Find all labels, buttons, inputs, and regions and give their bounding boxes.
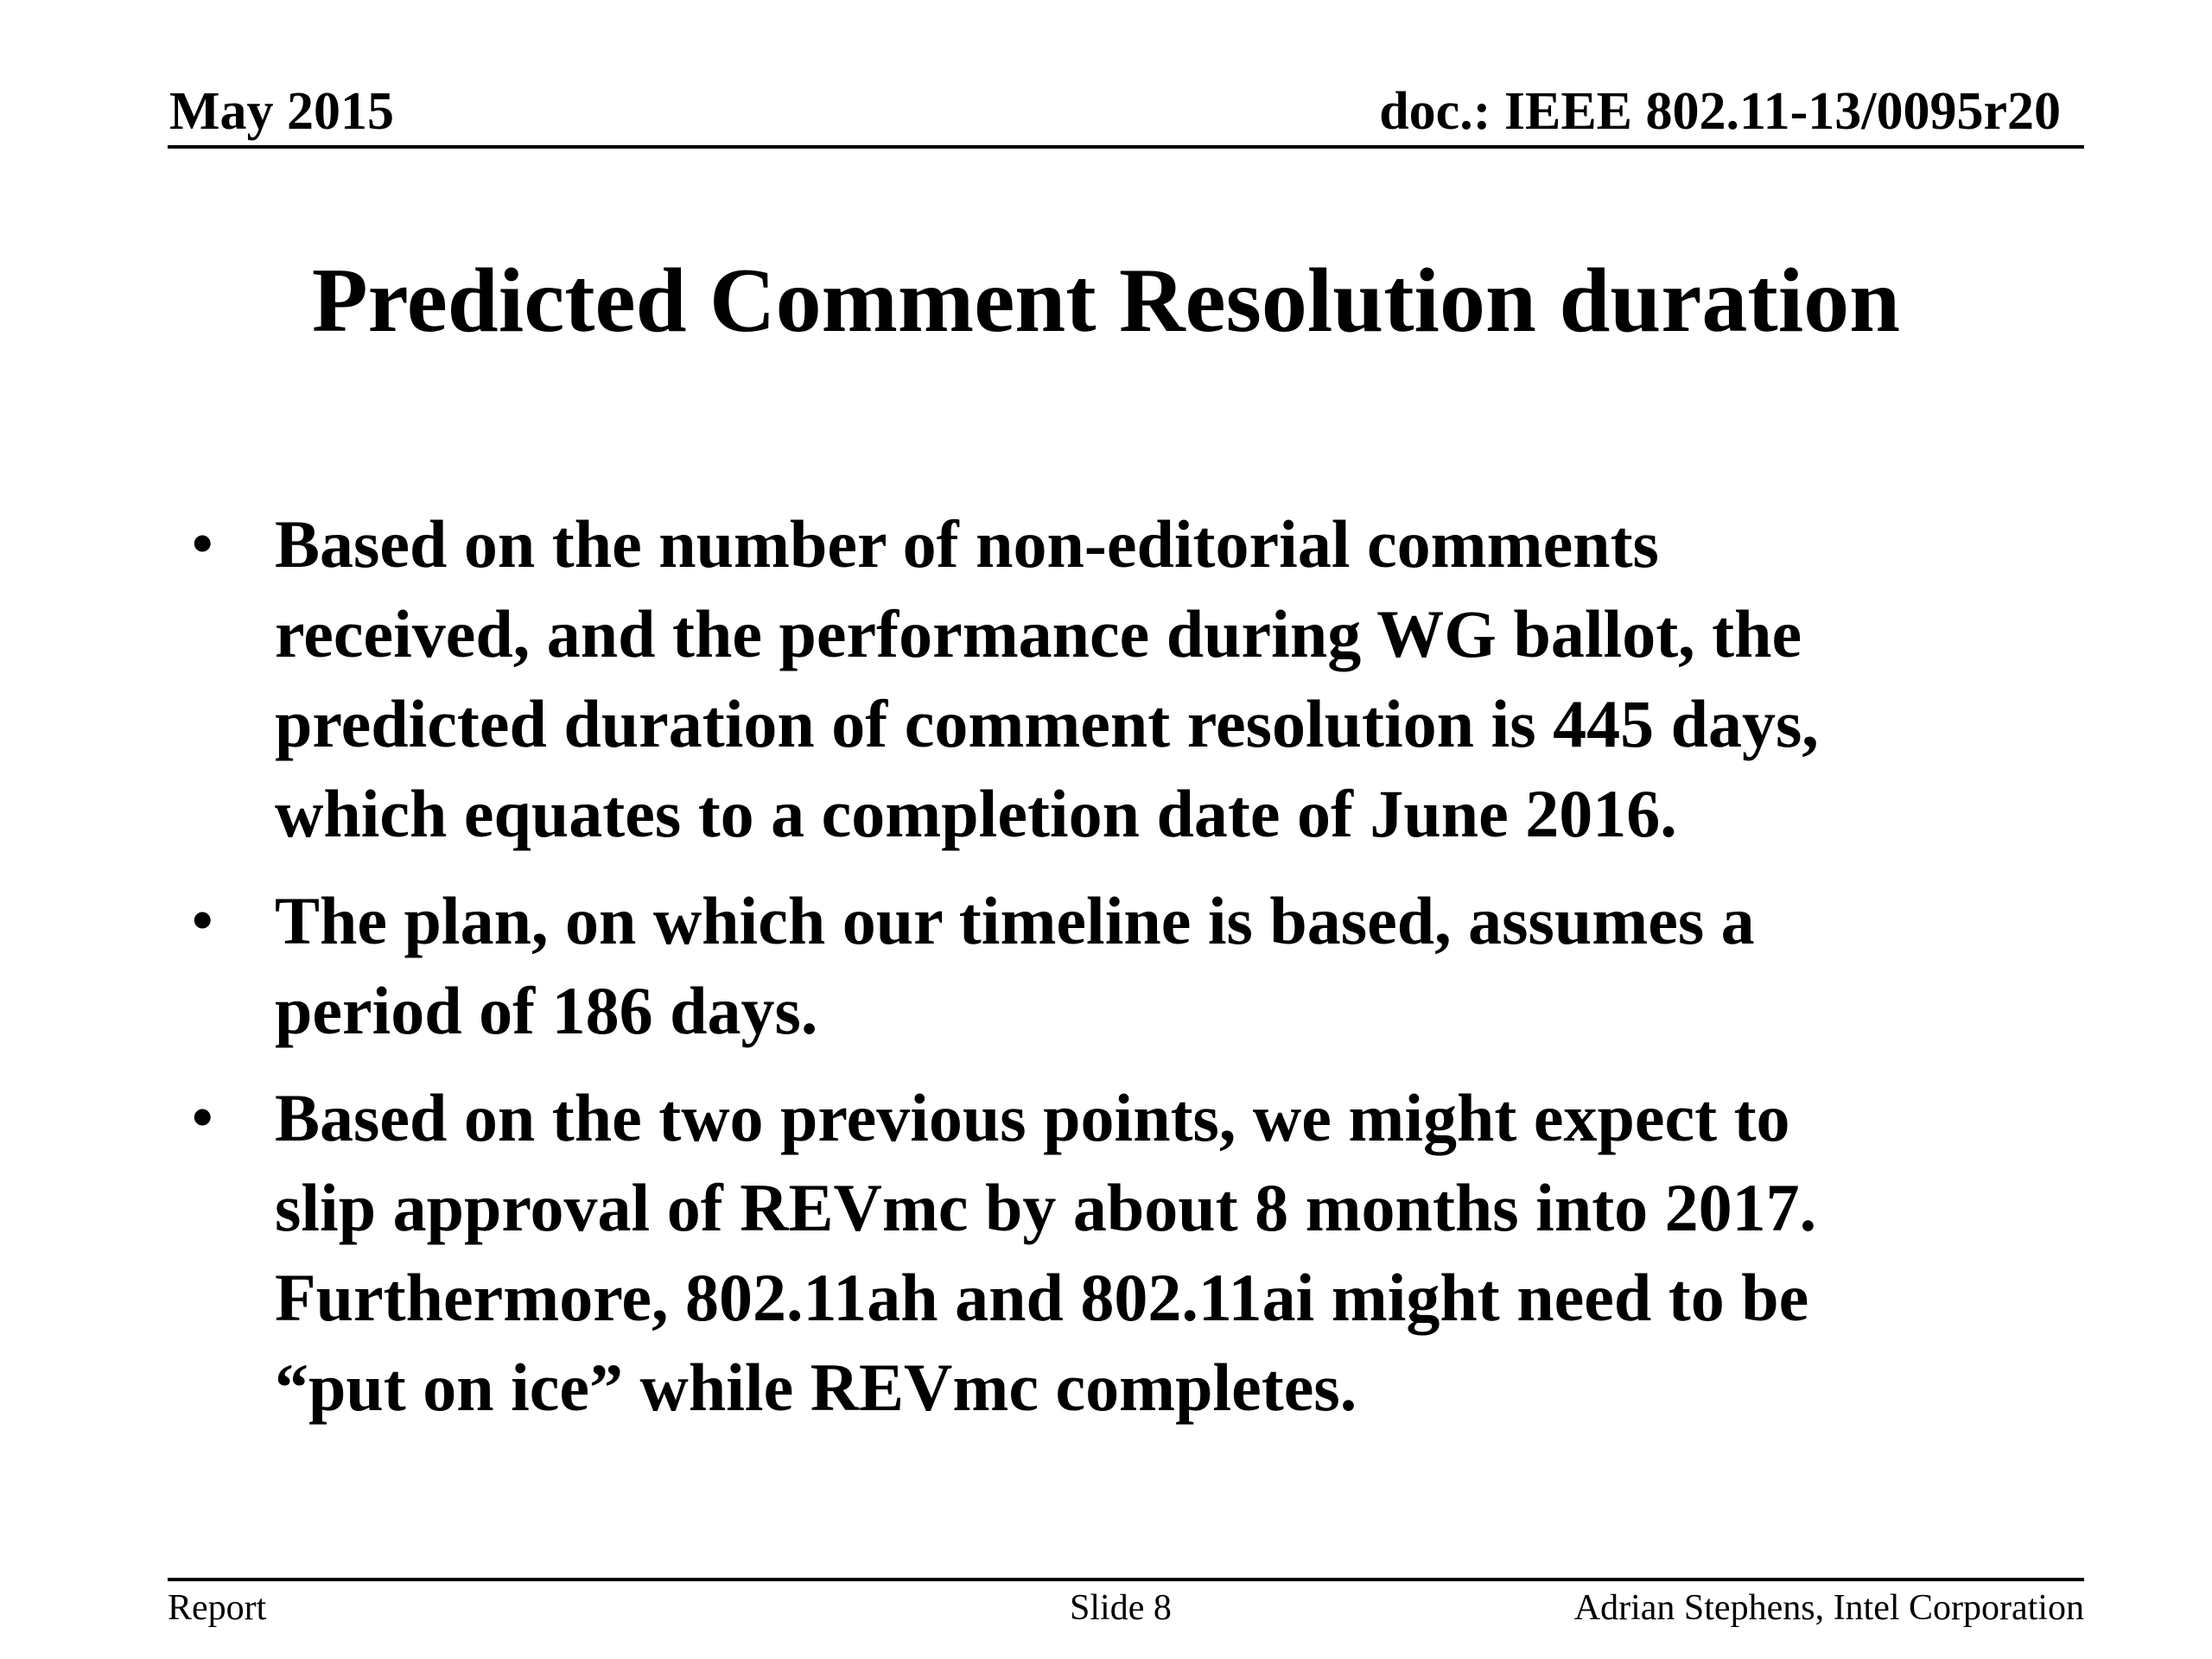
- bullet-text-line: which equates to a completion date of June 2016.: [275, 776, 1677, 851]
- bullet-marker: •: [192, 511, 213, 577]
- slide-title: Predicted Comment Resolution duration: [311, 250, 1901, 351]
- bullet-text-line: “put on ice” while REVmc completes.: [275, 1350, 1357, 1425]
- bullet-text-line: The plan, on which our timeline is based, assumes a: [275, 883, 1755, 958]
- bullet-text-line: Based on the number of non-editorial comments: [275, 506, 1659, 582]
- footer-author: Adrian Stephens, Intel Corporation: [1573, 1588, 2084, 1628]
- footer-report-label: Report: [168, 1588, 267, 1628]
- bullet-item: [181, 1073, 2082, 1433]
- header-doc-number: doc.: IEEE 802.11-13/0095r20: [1379, 82, 2061, 141]
- bullet-text-line: Furthermore, 802.11ah and 802.11ai might need to be: [275, 1260, 1809, 1335]
- footer-slide-number: Slide 8: [1070, 1588, 1172, 1628]
- footer-divider: [168, 1578, 2084, 1581]
- bullet-item: [181, 876, 2082, 1056]
- header-divider: [168, 145, 2084, 149]
- bullet-marker: •: [192, 887, 213, 954]
- bullet-list: [181, 499, 2082, 1450]
- bullet-marker: •: [192, 1084, 213, 1151]
- bullet-text-line: Based on the two previous points, we might expect to: [275, 1080, 1790, 1155]
- bullet-text-line: received, and the performance during WG ballot, the: [275, 596, 1802, 671]
- bullet-text-line: predicted duration of comment resolution is 445 days,: [275, 686, 1819, 761]
- bullet-text-line: period of 186 days.: [275, 973, 818, 1048]
- bullet-item: [181, 499, 2082, 859]
- bullet-text-line: slip approval of REVmc by about 8 months into 2017.: [275, 1170, 1817, 1245]
- header-date: May 2015: [169, 82, 395, 141]
